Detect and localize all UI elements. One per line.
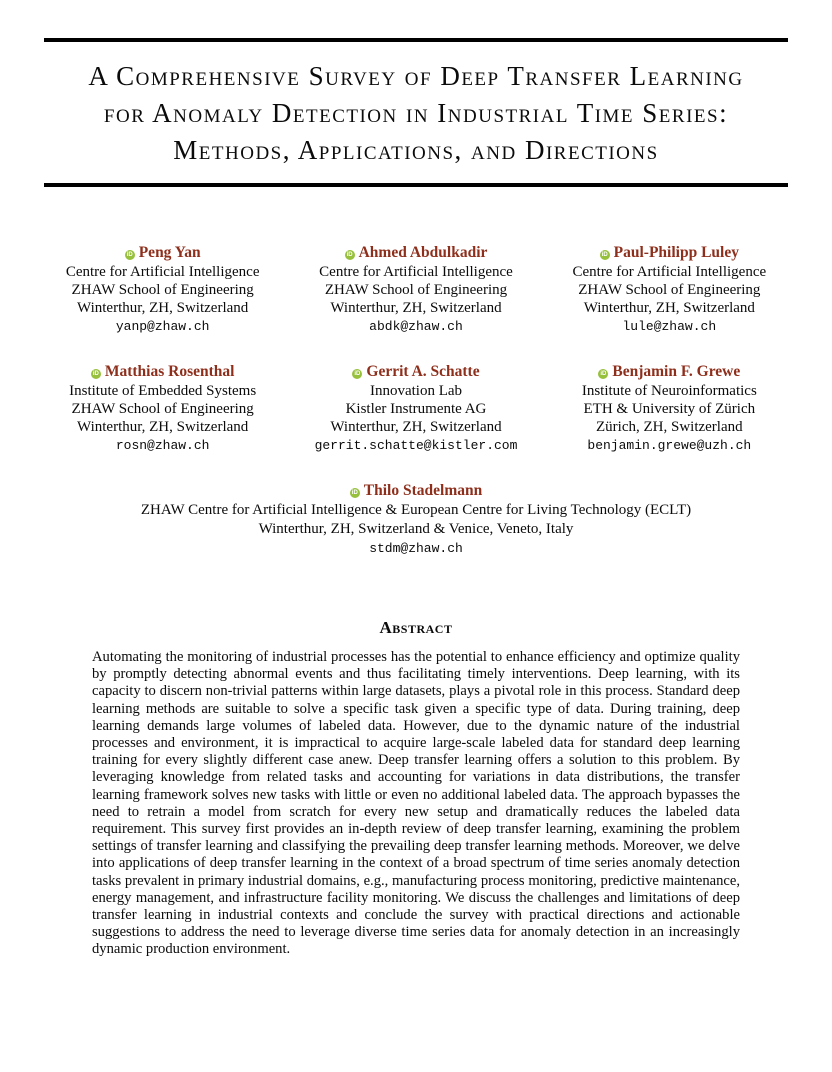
author-name-text: Peng Yan bbox=[138, 244, 201, 261]
author-affiliation: Zürich, ZH, Switzerland bbox=[596, 419, 743, 435]
author-email: yanp@zhaw.ch bbox=[115, 319, 210, 334]
orcid-icon[interactable]: iD bbox=[92, 371, 99, 377]
author-affiliation: Winterthur, ZH, Switzerland & Venice, Veneto, Italy bbox=[258, 521, 574, 537]
author-block-thilo-stadelmann bbox=[0, 481, 832, 558]
author-affiliation: Institute of Neuroinformatics bbox=[581, 383, 757, 399]
author-name bbox=[40, 243, 285, 263]
author-block-benjamin-grewe bbox=[547, 362, 792, 455]
author-affiliation: Winterthur, ZH, Switzerland bbox=[77, 419, 249, 435]
author-affiliation: Winterthur, ZH, Switzerland bbox=[330, 300, 502, 316]
author-affiliation: ZHAW Centre for Artificial Intelligence & European Centre for Living Technology (ECLT) bbox=[140, 502, 692, 518]
abstract-section bbox=[0, 618, 832, 959]
orcid-icon[interactable]: iD bbox=[601, 252, 608, 258]
author-affiliation: Winterthur, ZH, Switzerland bbox=[77, 300, 249, 316]
author-name-text: Paul-Philipp Luley bbox=[613, 244, 739, 261]
orcid-icon[interactable]: iD bbox=[600, 371, 607, 377]
author-email: abdk@zhaw.ch bbox=[369, 319, 463, 334]
author-name bbox=[547, 362, 792, 382]
orcid-icon[interactable]: iD bbox=[354, 371, 361, 377]
author-name bbox=[40, 362, 285, 382]
title-line-2: for Anomaly Detection in Industrial Time Series: bbox=[103, 98, 729, 128]
author-affiliation: ZHAW School of Engineering bbox=[578, 282, 761, 298]
orcid-icon[interactable]: iD bbox=[126, 252, 133, 258]
orcid-icon[interactable]: iD bbox=[351, 490, 358, 496]
author-affiliation: ETH & University of Zürich bbox=[583, 401, 756, 417]
author-email: gerrit.schatte@kistler.com bbox=[314, 438, 518, 453]
paper-title bbox=[30, 58, 802, 169]
abstract-heading: Abstract bbox=[379, 618, 453, 637]
title-line-1: A Comprehensive Survey of Deep Transfer Learning bbox=[88, 61, 744, 91]
author-affiliation: ZHAW School of Engineering bbox=[324, 282, 508, 298]
author-name-text: Gerrit A. Schatte bbox=[366, 363, 480, 380]
author-name bbox=[293, 243, 538, 263]
author-email: lule@zhaw.ch bbox=[622, 319, 717, 334]
author-name-text: Matthias Rosenthal bbox=[104, 363, 235, 380]
author-affiliation: Centre for Artificial Intelligence bbox=[319, 264, 513, 280]
author-name-text: Ahmed Abdulkadir bbox=[358, 244, 488, 261]
author-affiliation: ZHAW School of Engineering bbox=[71, 282, 254, 298]
author-name-text: Thilo Stadelmann bbox=[363, 482, 483, 499]
author-affiliation: Winterthur, ZH, Switzerland bbox=[330, 419, 502, 435]
author-affiliation: Institute of Embedded Systems bbox=[69, 383, 257, 399]
title-bottom-rule bbox=[44, 183, 788, 187]
author-block-gerrit-schatte bbox=[293, 362, 538, 455]
author-affiliation: Innovation Lab bbox=[369, 383, 463, 399]
author-name-text: Benjamin F. Grewe bbox=[612, 363, 741, 380]
abstract-text: Automating the monitoring of industrial processes has the potential to enhance efficiency and optimize quality by promptly detecting abnormal events and thus facilitating timely interventions. Deep learning, with its capacity to discern non-trivial patterns within large datasets, plays a pivotal role in this process. Standard deep learning methods are suitable to solve a specific task given a specific type of data. During training, deep learning demands large volumes of labeled data. However, due to the dynamic nature of the industrial processes and environment, it is impractical to acquire large-scale labeled data for standard deep learning training for every slightly different case anew. Deep transfer learning offers a solution to this problem. By leveraging knowledge from related tasks and accounting for variations in data distributions, the transfer learning framework solves new tasks with little or even no additional labeled data. The approach bypasses the need to retrain a model from scratch for every new setup and dramatically reduces the labeled data requirement. This survey first provides an in-depth review of deep transfer learning, examining the problem settings of transfer learning and classifying the prevailing deep transfer learning methods. Moreover, we delve into applications of deep transfer learning in the context of a broad spectrum of time series anomaly detection tasks prevalent in primary industrial domains, e.g., manufacturing process monitoring, predictive maintenance, energy management, and infrastructure facility monitoring. We discuss the challenges and limitations of deep transfer learning in industrial contexts and conclude the survey with practical directions and actionable suggestions to address the need to leverage diverse time series data for anomaly detection in an increasingly dynamic production environment. bbox=[92, 649, 740, 958]
author-email: rosn@zhaw.ch bbox=[115, 438, 210, 453]
author-name bbox=[547, 243, 792, 263]
author-block-matthias-rosenthal bbox=[40, 362, 285, 455]
title-line-3: Methods, Applications, and Directions bbox=[173, 135, 659, 165]
authors-grid bbox=[40, 243, 792, 455]
top-rule bbox=[44, 38, 788, 42]
author-affiliation: Winterthur, ZH, Switzerland bbox=[583, 300, 755, 316]
author-affiliation: Centre for Artificial Intelligence bbox=[572, 264, 767, 280]
author-email: stdm@zhaw.ch bbox=[369, 541, 463, 556]
orcid-icon[interactable]: iD bbox=[346, 252, 353, 258]
author-affiliation: ZHAW School of Engineering bbox=[71, 401, 254, 417]
author-email: benjamin.grewe@uzh.ch bbox=[587, 438, 752, 453]
author-block-paul-philipp-luley bbox=[547, 243, 792, 336]
author-name bbox=[293, 362, 538, 382]
author-block-ahmed-abdulkadir bbox=[293, 243, 538, 336]
author-affiliation: Centre for Artificial Intelligence bbox=[65, 264, 260, 280]
author-affiliation: Kistler Instrumente AG bbox=[345, 401, 487, 417]
author-block-peng-yan bbox=[40, 243, 285, 336]
author-name bbox=[0, 481, 832, 501]
